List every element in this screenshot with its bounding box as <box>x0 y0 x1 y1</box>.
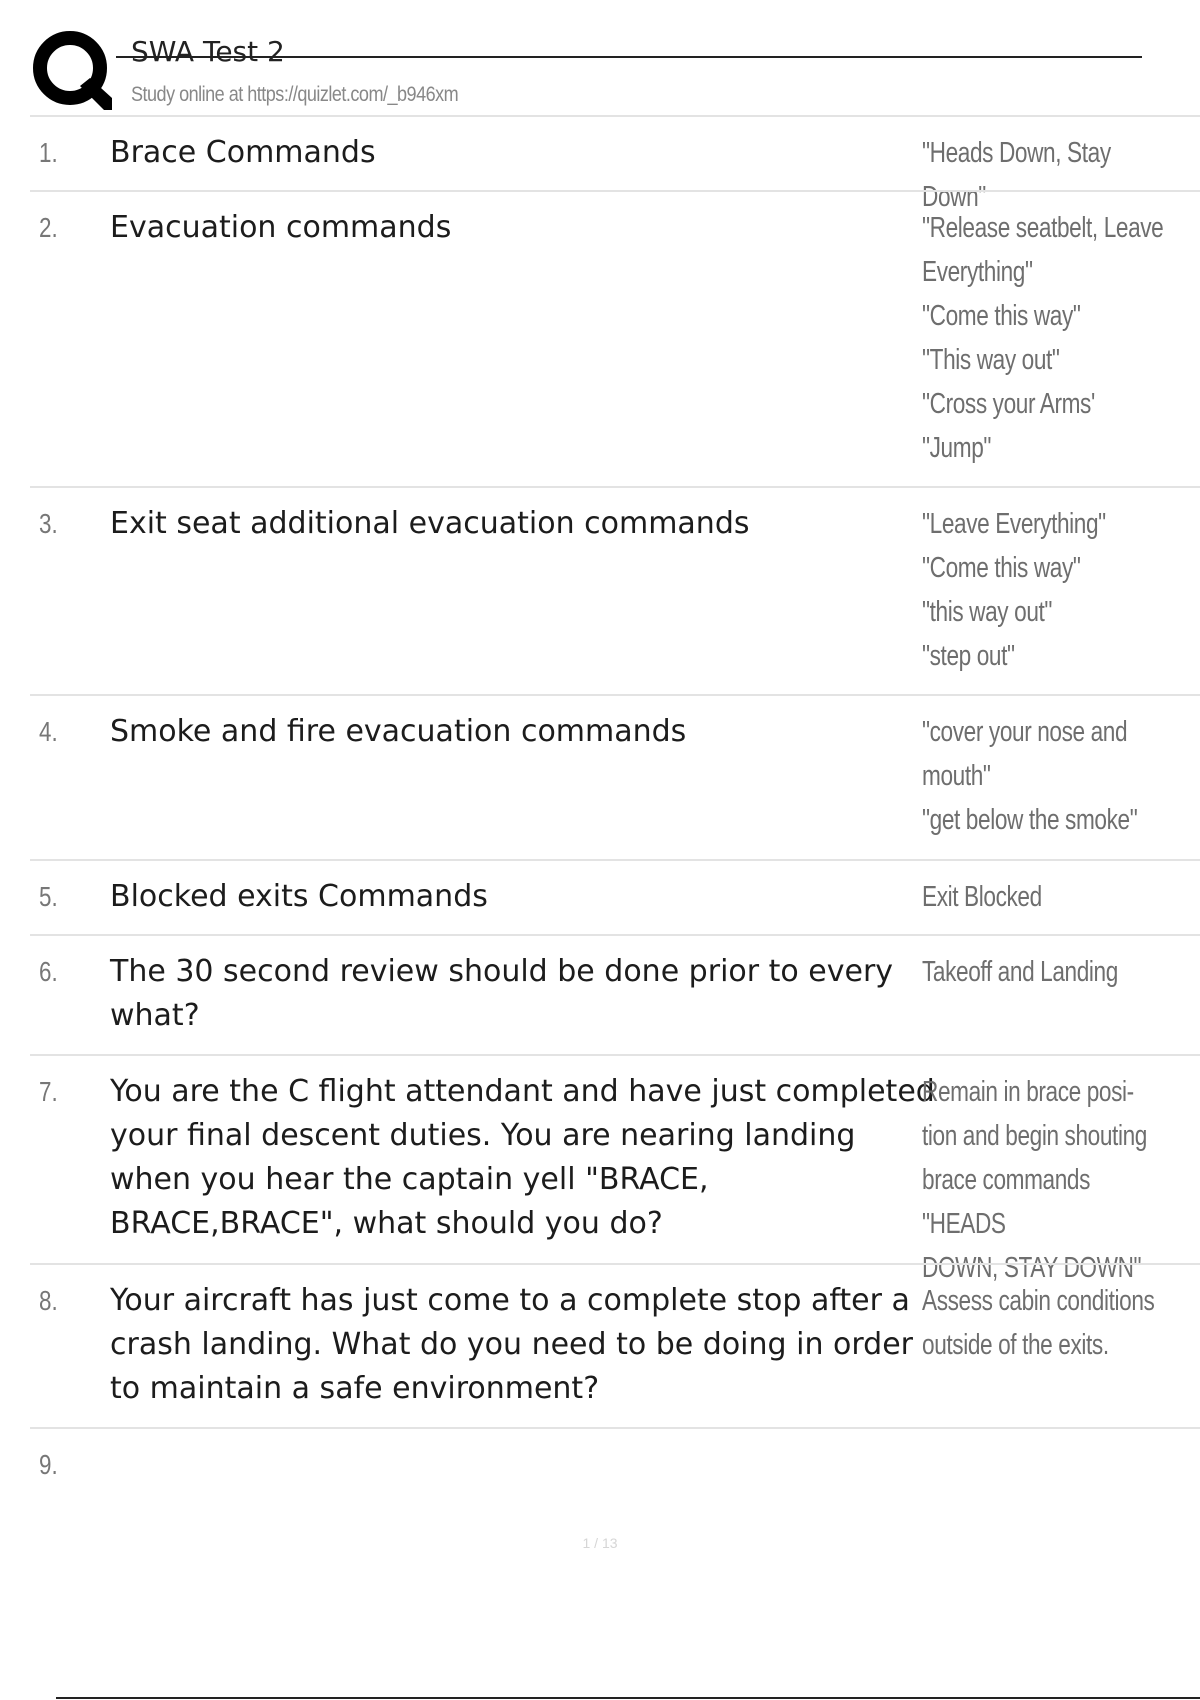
study-online-link[interactable]: Study online at https://quizlet.com/_b946xm <box>131 83 459 106</box>
card-term: The 30 second review should be done prior to every what? <box>110 954 894 1033</box>
card-definition: Assess cabin conditions outside of the exits. <box>922 1285 1155 1361</box>
card-number: 8. <box>39 1285 58 1316</box>
card-row <box>30 1263 1200 1427</box>
card-number: 2. <box>39 212 58 243</box>
card-number: 5. <box>39 881 58 912</box>
card-row <box>30 1054 1200 1284</box>
page-header <box>0 0 1200 115</box>
card-number: 4. <box>39 716 58 747</box>
card-number: 3. <box>39 508 58 539</box>
set-title: SWA Test 2 <box>131 35 285 68</box>
card-definition: Takeoff and Landing <box>922 956 1118 988</box>
card-row <box>30 859 1200 934</box>
card-row <box>30 694 1200 859</box>
card-row <box>30 115 1200 213</box>
card-row <box>30 190 1200 486</box>
card-definition: "Release seatbelt, Leave Everything" "Come this way" "This way out" "Cross your Arms' "Jump" <box>922 212 1164 464</box>
card-row <box>30 486 1200 694</box>
flashcard-list <box>30 115 1200 1517</box>
card-term: Your aircraft has just come to a complete stop after a crash landing. What do you need to be doing in order to maintain a safe environment? <box>110 1283 913 1406</box>
card-term: Exit seat additional evacuation commands <box>110 506 750 541</box>
card-term: Blocked exits Commands <box>110 879 488 914</box>
card-term: You are the C flight attendant and have just completed your final descent duties. You are nearing landing when you hear the captain yell "BRACE, BRACE,BRACE", what should you do? <box>110 1074 935 1241</box>
page-number: 1 / 13 <box>582 1535 618 1551</box>
card-number: 6. <box>39 956 58 987</box>
footer-rule <box>56 1697 1200 1699</box>
card-number: 1. <box>39 137 58 168</box>
card-row <box>30 934 1200 1054</box>
card-definition: Remain in brace posi- tion and begin shouting brace commands "HEADS DOWN, STAY DOWN" <box>922 1076 1147 1284</box>
card-definition: "cover your nose and mouth" "get below the smoke" <box>922 716 1138 836</box>
card-definition: "Leave Everything" "Come this way" "this way out" "step out" <box>922 508 1106 672</box>
card-term: Smoke and fire evacuation commands <box>110 714 687 749</box>
quizlet-logo-icon <box>32 30 112 112</box>
card-definition: Exit Blocked <box>922 881 1042 913</box>
card-number: 7. <box>39 1076 58 1107</box>
card-number: 9. <box>39 1449 58 1480</box>
card-row <box>30 1427 1200 1517</box>
card-term: Brace Commands <box>110 135 376 170</box>
card-definition: "Heads Down, Stay Down" <box>922 137 1111 213</box>
card-term: Evacuation commands <box>110 210 452 245</box>
